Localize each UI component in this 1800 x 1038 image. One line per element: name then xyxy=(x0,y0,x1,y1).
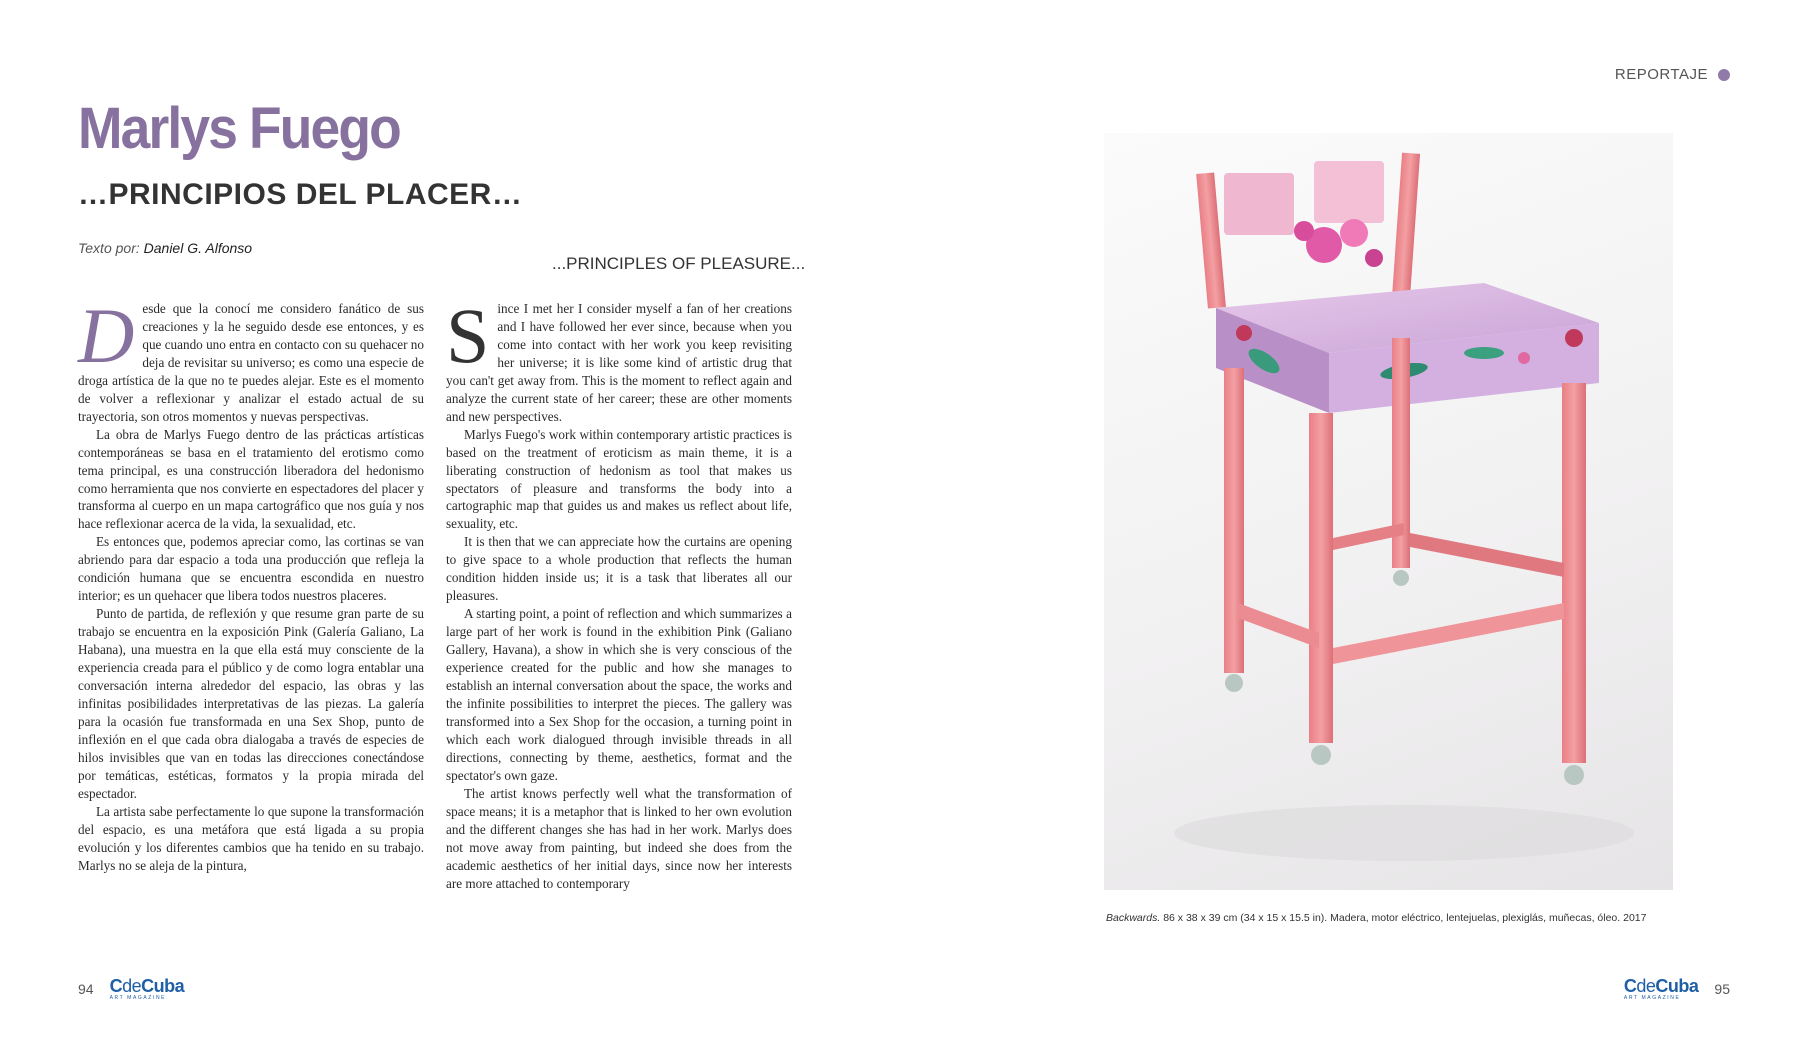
section-dot-icon xyxy=(1718,69,1730,81)
section-tag xyxy=(1615,66,1730,83)
english-paragraph-2: Marlys Fuego's work within contemporary artistic practices is based on the treatment of eroticism as main theme, it is a liberating construction of hedonism as tool that makes us spectators of pleasure and transforms the body into a cartographic map that guides us and makes us reflect about life, sexuality, etc. xyxy=(446,426,792,532)
page-number-right: 95 xyxy=(1714,981,1730,997)
english-paragraph-1: Since I met her I consider myself a fan of her creations and I have followed her ever since, because when you come into contact with her work you keep revisiting her universe; it is like some kind of artistic drug that you can't get away from. This is the moment to reflect again and analyze the current state of her career; these are other moments and new perspectives. xyxy=(446,292,792,424)
spanish-paragraph-3: Es entonces que, podemos apreciar como, las cortinas se van abriendo para dar espacio a toda una producción que refleja la condición humana que se encuentra escondida en nuestro interior; es un quehacer que libera todos nuestros placeres. xyxy=(78,534,424,604)
footer-left xyxy=(78,977,184,1001)
english-paragraph-3: It is then that we can appreciate how the curtains are opening to give space to a whole production that reflects the human condition hidden inside us; it is a task that liberates all our pleasures. xyxy=(446,534,792,604)
spanish-paragraph-5: La artista sabe perfectamente lo que supone la transformación del espacio, es una metáfora que está ligada a su propia evolución y los diferentes cambios que ha tenido en su trabajo. Marlys no se aleja de la pintura, xyxy=(78,803,424,873)
byline-author: Daniel G. Alfonso xyxy=(143,240,253,256)
english-subtitle: ...PRINCIPLES OF PLEASURE... xyxy=(552,254,806,273)
magazine-logo-left: CdeCuba ART MAGAZINE xyxy=(109,976,185,1001)
spanish-paragraph-1: Desde que la conocí me considero fanático de sus creaciones y la he seguido desde ese entonces, y es que cuando uno entra en contacto con su quehacer no deja de revisitar su universo; es como una especie de droga artística de la que no te puedes alejar. Este es el momento de volver a reflexionar y analizar el estado actual de su trayectoria, son otros momentos y nuevas perspectivas. xyxy=(78,292,424,424)
page-number-left: 94 xyxy=(78,981,94,997)
photo-caption xyxy=(1106,912,1646,924)
artwork-photo xyxy=(1104,133,1673,890)
english-dropcap: S xyxy=(446,292,490,379)
english-column xyxy=(446,292,792,892)
section-tag-label: REPORTAJE xyxy=(1614,66,1708,83)
spanish-paragraph-4: Punto de partida, de reflexión y que resume gran parte de su trabajo se encuentra en la exposición Pink (Galería Galiano, La Habana), una muestra en la que ella está muy consciente de la experiencia creada para el público y de como logra entablar una conversación interna alrededor del espacio, las obras y las infinitas posibilidades interpretativas de las piezas. La galería para la ocasión fue transformada en una Sex Shop, punto de inflexión en el que cada obra dialogaba a través de especies de hilos invisibles que van en todas las direcciones conectándose por temáticas, estéticas, formatos y la propia mirada del espectador. xyxy=(78,606,424,801)
caption-details: 86 x 38 x 39 cm (34 x 15 x 15.5 in). Madera, motor eléctrico, lentejuelas, plexiglás, muñecas, óleo. 2017 xyxy=(1163,912,1647,924)
byline-label: Texto por: xyxy=(78,240,140,256)
pink-chair-illustration xyxy=(1104,133,1673,890)
footer-right xyxy=(1624,977,1730,1001)
english-paragraph-5: The artist knows perfectly well what the transformation of space means; it is a metaphor that is linked to her own evolution and the different changes she has had in her work. Marlys does not move away from painting, but indeed she does from the academic aesthetics of her initial days, since now her interests are more attached to contemporary xyxy=(446,785,792,891)
byline xyxy=(78,240,252,256)
magazine-logo-right: CdeCuba ART MAGAZINE xyxy=(1623,976,1699,1001)
article-subtitle: …PRINCIPIOS DEL PLACER… xyxy=(78,178,523,211)
spanish-column xyxy=(78,292,424,875)
spanish-paragraph-2: La obra de Marlys Fuego dentro de las prácticas artísticas contemporáneas se basa en el tratamiento del erotismo como tema principal, es una construcción liberadora del hedonismo como herramienta que nos convierte en espectadores del placer y transforma al cuerpo en un mapa cartográfico que nos guía y nos hace reflexionar acerca de la vida, la sexualidad, etc. xyxy=(78,426,424,532)
english-paragraph-4: A starting point, a point of reflection and which summarizes a large part of her work is found in the exhibition Pink (Galiano Gallery, Havana), a show in which she is very conscious of the experience created for the public and how she manages to establish an internal conversation about the space, the works and the infinite possibilities to interpret the pieces. The gallery was transformed into a Sex Shop for the occasion, a turning point in which each work dialogued through invisible threads in all directions, connecting by theme, aesthetics, format and the spectator's own gaze. xyxy=(446,606,792,783)
article-title: Marlys Fuego xyxy=(78,96,400,161)
caption-work-title: Backwards. xyxy=(1106,912,1161,924)
spanish-dropcap: D xyxy=(78,292,135,379)
